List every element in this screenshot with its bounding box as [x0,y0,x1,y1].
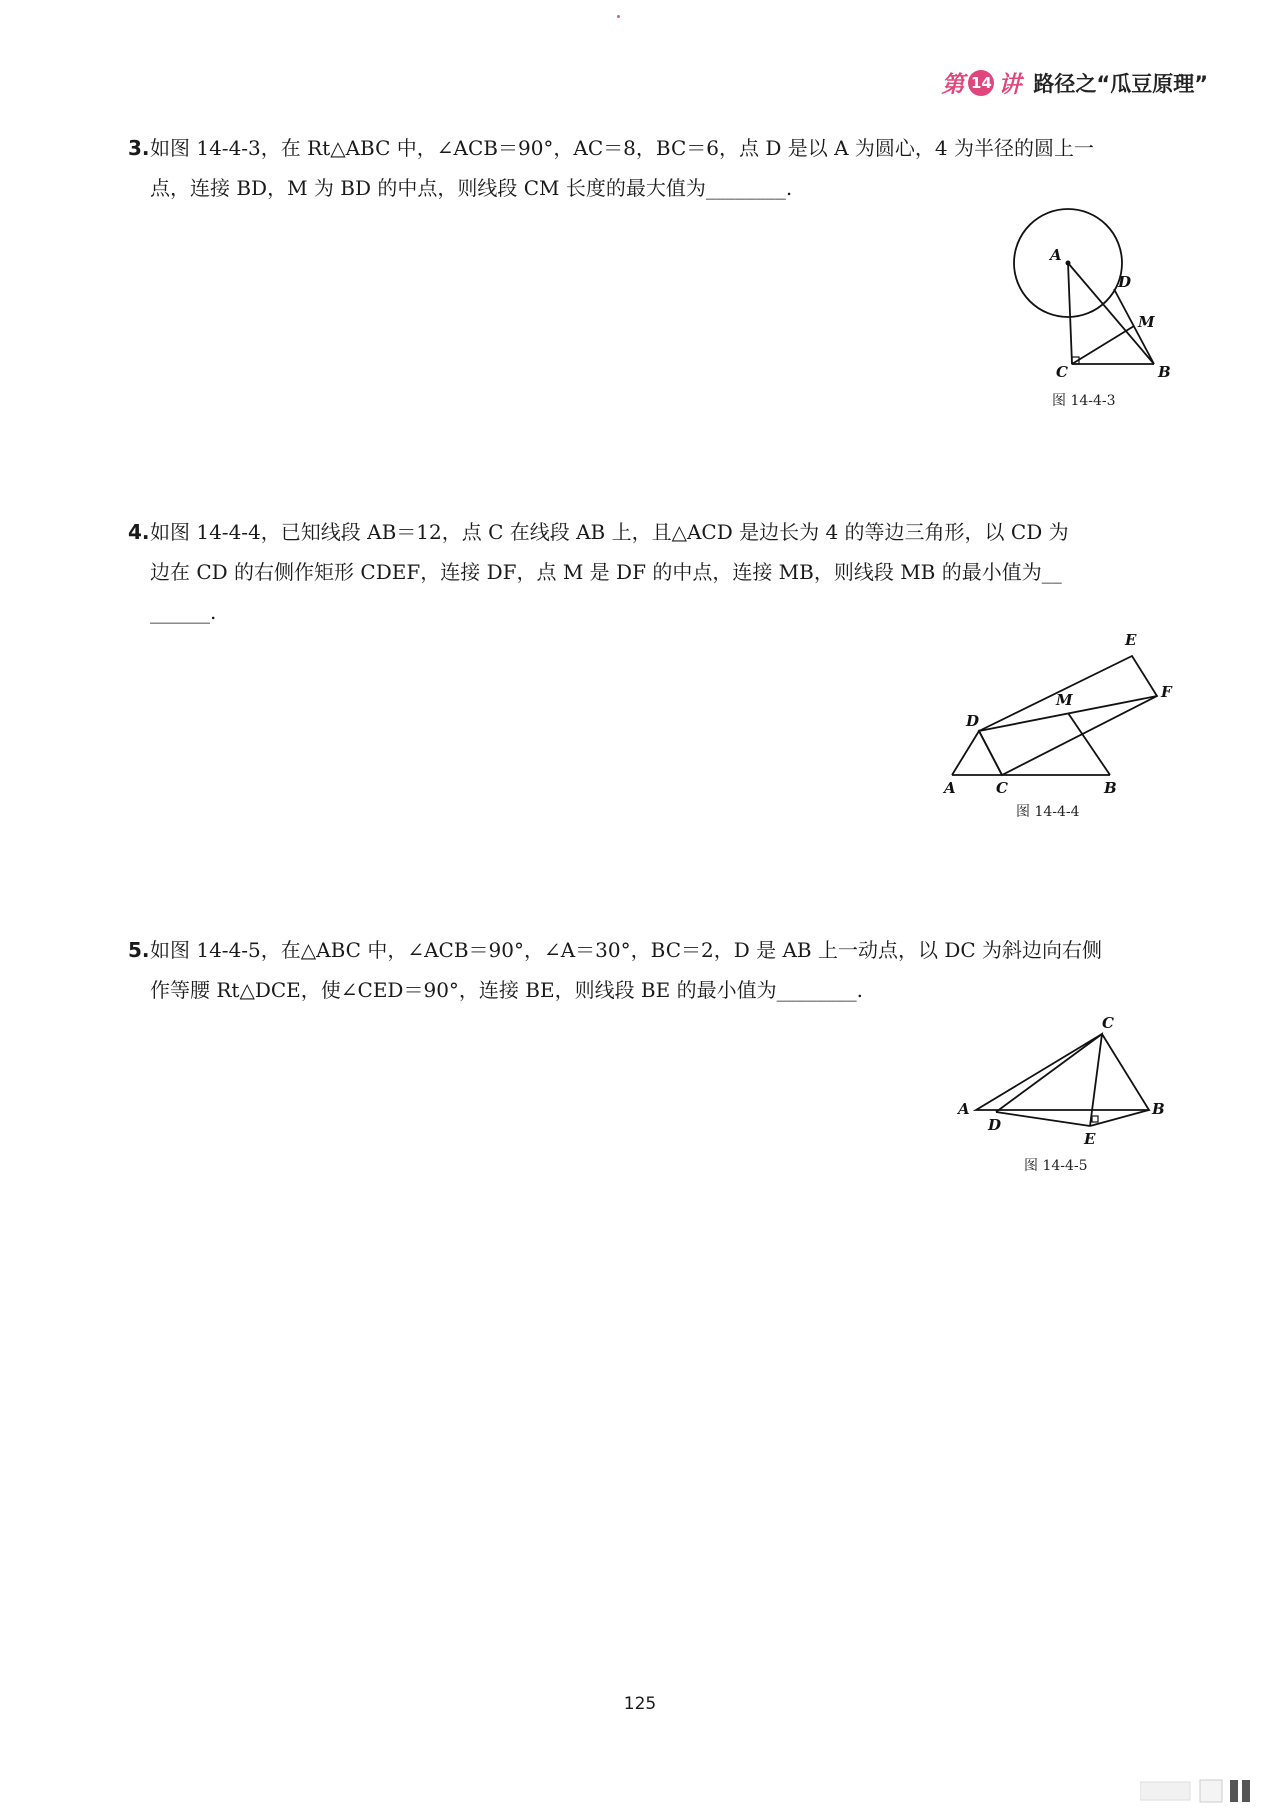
question-text-line: 如图 14-4-4，已知线段 AB＝12，点 C 在线段 AB 上，且△ACD 是边长为 4 的等边三角形，以 CD 为 [150,520,1069,544]
figure-caption: 图 14-4-4 [1016,804,1080,820]
question-text-line: 如图 14-4-3，在 Rt△ABC 中，∠ACB＝90°，AC＝8，BC＝6，点 D 是以 A 为圆心，4 为半径的圆上一 [150,136,1094,160]
chapter-header [941,66,1208,99]
chapter-prefix: 第 [941,72,965,98]
label-a: A [944,779,956,797]
label-c: C [996,779,1008,797]
label-e: E [1125,631,1137,649]
scan-speck [617,15,620,18]
question-3 [128,128,1170,208]
label-d: D [1118,273,1132,291]
segment-de [996,1112,1090,1126]
label-c: C [1102,1014,1114,1032]
label-a: A [958,1100,970,1118]
question-text-line: ______. [150,600,217,624]
figure-14-4-3 [1010,205,1190,415]
segment-cm [1072,326,1134,364]
rectangle-cdef [979,656,1157,775]
label-m: M [1138,313,1155,331]
segment-ac [1068,263,1072,364]
question-5 [128,930,1170,1010]
question-number: 5. [128,938,150,962]
label-b: B [1152,1100,1165,1118]
triangle-abc [976,1034,1149,1110]
label-m: M [1056,691,1073,709]
label-c: C [1056,363,1068,381]
edge-mark-3 [1230,1780,1238,1802]
label-d: D [988,1116,1002,1134]
edge-mark-1 [1140,1782,1190,1800]
label-b: B [1158,363,1171,381]
figure-caption: 图 14-4-5 [1024,1158,1088,1174]
edge-mark-2 [1200,1780,1222,1802]
page-number: 125 [623,1694,657,1714]
label-f: F [1161,683,1172,701]
page-edge-marks [1140,1776,1260,1806]
label-b: B [1104,779,1117,797]
label-e: E [1084,1130,1096,1148]
triangle-dce [996,1034,1102,1126]
right-angle-mark [1092,1116,1098,1122]
question-4 [128,512,1170,632]
figure-14-4-4 [940,625,1180,825]
question-text-line: 边在 CD 的右侧作矩形 CDEF，连接 DF，点 M 是 DF 的中点，连接 MB，则线段 MB 的最小值为__ [150,560,1062,584]
triangle-acd [952,731,1002,775]
chapter-title: 路径之“瓜豆原理” [1033,71,1208,96]
chapter-number-badge: 14 [968,70,994,96]
question-number: 3. [128,136,150,160]
chapter-suffix: 讲 [998,72,1022,98]
question-text-line: 点，连接 BD，M 为 BD 的中点，则线段 CM 长度的最大值为________. [150,176,793,200]
question-text-line: 如图 14-4-5，在△ABC 中，∠ACB＝90°，∠A＝30°，BC＝2，D 是 AB 上一动点，以 DC 为斜边向右侧 [150,938,1103,962]
label-a: A [1050,246,1062,264]
edge-mark-4 [1242,1780,1250,1802]
label-d: D [966,712,980,730]
question-number: 4. [128,520,150,544]
question-text-line: 作等腰 Rt△DCE，使∠CED＝90°，连接 BE，则线段 BE 的最小值为________. [150,978,863,1002]
figure-caption: 图 14-4-3 [1052,393,1116,409]
segment-eb [1090,1110,1149,1126]
figure-14-4-5 [952,1010,1172,1190]
